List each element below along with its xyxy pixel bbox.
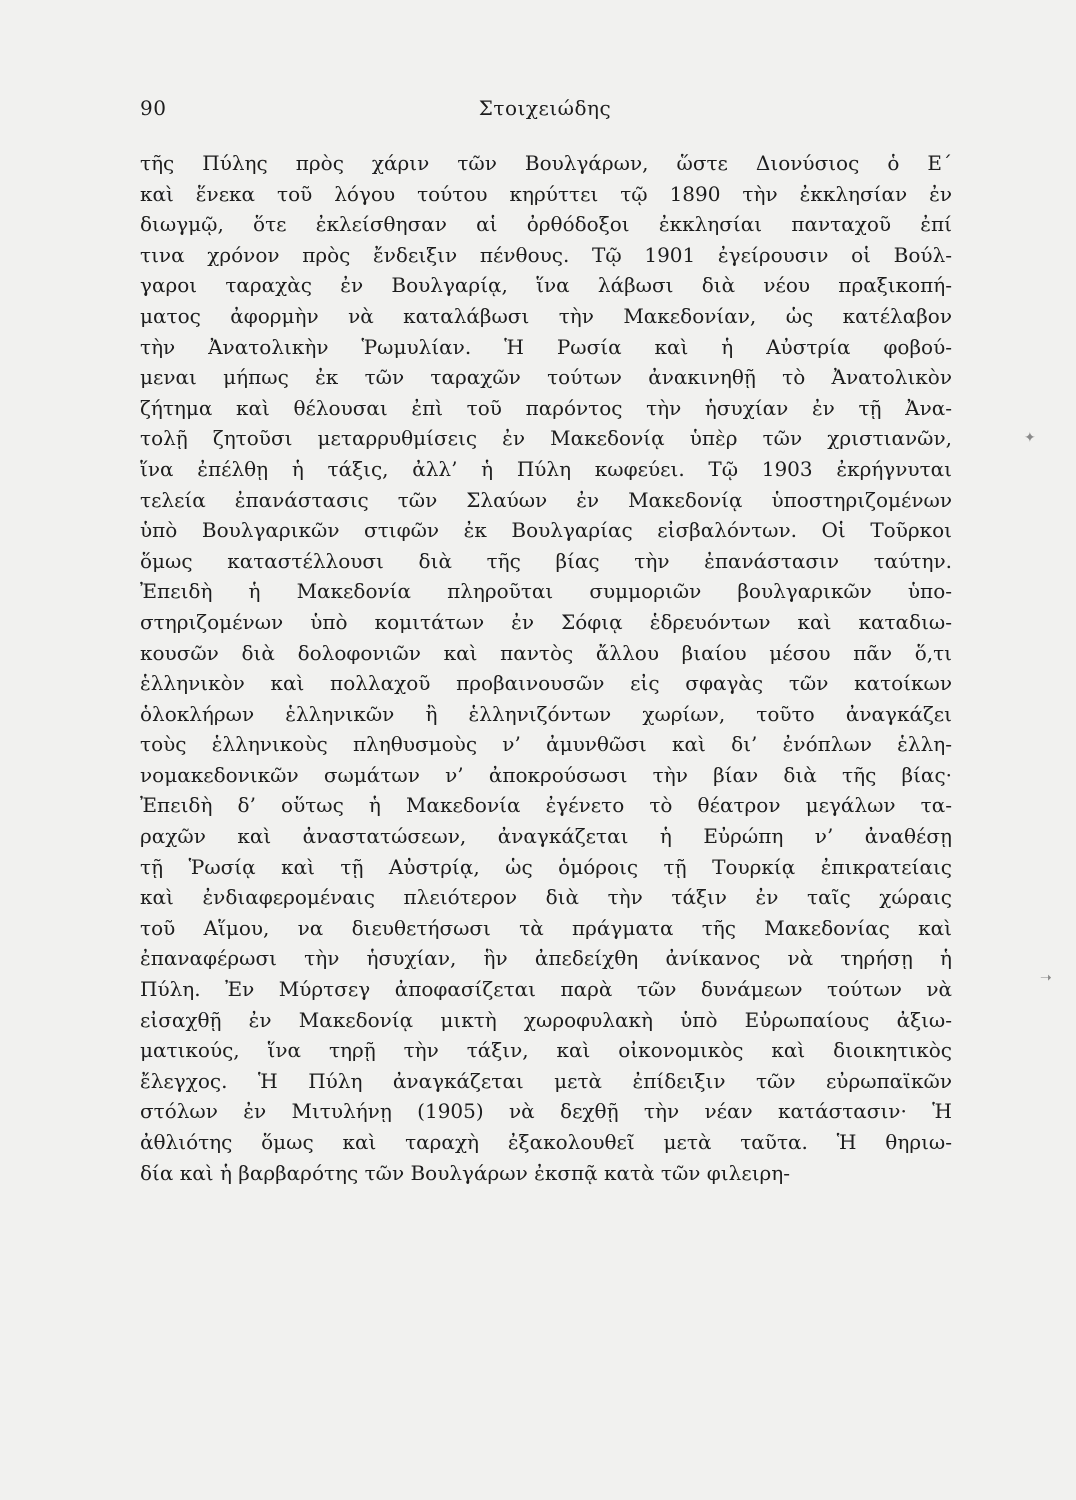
text-line: τῆς Πύλης πρὸς χάριν τῶν Βουλγάρων, ὥστε Διονύσιος ὁ Ε΄ [140,151,952,175]
text-line: ζήτημα καὶ θέλουσαι ἐπὶ τοῦ παρόντος τὴν ἡσυχίαν ἐν τῇ Ἀνα- [140,395,952,420]
text-line: τολῇ ζητοῦσι μεταρρυθμίσεις ἐν Μακεδονίᾳ ὑπὲρ τῶν χριστιανῶν, [140,426,952,451]
text-line: ἀθλιότης ὅμως καὶ ταραχὴ ἐξακολουθεῖ μετὰ ταῦτα. Ἡ θηριω- [140,1130,952,1154]
print-speck-mark: ➝ [1040,970,1052,986]
text-line: τινα χρόνον πρὸς ἔνδειξιν πένθους. Τῷ 1901 ἐγείρουσιν οἱ Βούλ- [140,242,952,267]
text-line: ὁλοκλήρων ἑλληνικῶν ἢ ἑλληνιζόντων χωρίων, τοῦτο ἀναγκάζει [140,701,952,726]
text-line: μεναι μήπως ἐκ τῶν ταραχῶν τούτων ἀνακινηθῇ τὸ Ἀνατολικὸν [140,365,952,390]
text-line: διωγμῷ, ὅτε ἐκλείσθησαν αἱ ὀρθόδοξοι ἐκκλησίαι πανταχοῦ ἐπί [140,212,952,237]
text-line: ἵνα ἐπέλθῃ ἡ τάξις, ἀλλ’ ἡ Πύλη κωφεύει. Τῷ 1903 ἐκρήγνυται [140,456,952,481]
text-line: στόλων ἐν Μιτυλήνῃ (1905) νὰ δεχθῇ τὴν νέαν κατάστασιν· Ἡ [140,1099,952,1124]
text-line: τῇ Ῥωσίᾳ καὶ τῇ Αὐστρίᾳ, ὡς ὁμόροις τῇ Τουρκίᾳ ἐπικρατείαις [140,854,952,879]
print-speck-mark: ✦ [1024,430,1036,446]
text-line: ἔλεγχος. Ἡ Πύλη ἀναγκάζεται μετὰ ἐπίδειξιν τῶν εὐρωπαϊκῶν [140,1068,952,1093]
text-line: τελεία ἐπανάστασις τῶν Σλαύων ἐν Μακεδονίᾳ ὑποστηριζομένων [140,487,952,512]
text-line: ὅμως καταστέλλουσι διὰ τῆς βίας τὴν ἐπανάστασιν ταύτην. [140,548,952,573]
text-line: στηριζομένων ὑπὸ κομιτάτων ἐν Σόφιᾳ ἑδρευόντων καὶ καταδιω- [140,609,952,634]
text-line: καὶ ἐνδιαφερομέναις πλειότερον διὰ τὴν τάξιν ἐν ταῖς χώραις [140,885,952,910]
text-line: ἑλληνικὸν καὶ πολλαχοῦ προβαινουσῶν εἰς σφαγὰς τῶν κατοίκων [140,671,952,696]
text-line: γαροι ταραχὰς ἐν Βουλγαρίᾳ, ἵνα λάβωσι διὰ νέου πραξικοπή- [140,273,952,298]
text-line: ραχῶν καὶ ἀναστατώσεων, ἀναγκάζεται ἡ Εὐρώπη ν’ ἀναθέσῃ [140,824,952,849]
page-header [140,96,950,130]
text-line: ὑπὸ Βουλγαρικῶν στιφῶν ἐκ Βουλγαρίας εἰσβαλόντων. Οἱ Τοῦρκοι [140,518,952,543]
text-line: ἐπαναφέρωσι τὴν ἡσυχίαν, ἣν ἀπεδείχθη ἀνίκανος νὰ τηρήσῃ ἡ [140,946,952,971]
text-line: δία καὶ ἡ βαρβαρότης τῶν Βουλγάρων ἐκσπᾷ κατὰ τῶν φιλειρη- [140,1160,791,1185]
text-line: καὶ ἕνεκα τοῦ λόγου τούτου κηρύττει τῷ 1890 τὴν ἐκκλησίαν ἐν [140,181,952,206]
text-line: Ἐπειδὴ ἡ Μακεδονία πληροῦται συμμοριῶν βουλγαρικῶν ὑπο- [140,579,952,604]
text-line: τοὺς ἑλληνικοὺς πληθυσμοὺς ν’ ἀμυνθῶσι καὶ δι’ ἐνόπλων ἑλλη- [140,732,952,757]
text-line: κουσῶν διὰ δολοφονιῶν καὶ παντὸς ἄλλου βιαίου μέσου πᾶν ὅ,τι [140,640,952,665]
text-line: εἰσαχθῇ ἐν Μακεδονίᾳ μικτὴ χωροφυλακὴ ὑπὸ Εὐρωπαίους ἀξιω- [140,1007,952,1032]
text-line: ματικούς, ἵνα τηρῇ τὴν τάξιν, καὶ οἰκονομικὸς καὶ διοικητικὸς [140,1038,952,1063]
text-line: ματος ἀφορμὴν νὰ καταλάβωσι τὴν Μακεδονίαν, ὡς κατέλαβον [140,303,952,328]
text-line: Ἐπειδὴ δ’ οὕτως ἡ Μακεδονία ἐγένετο τὸ θέατρον μεγάλων τα- [140,793,952,818]
running-title: Στοιχειώδης [478,96,612,120]
text-line: νομακεδονικῶν σωμάτων ν’ ἀποκρούσωσι τὴν βίαν διὰ τῆς βίας· [140,762,952,787]
body-text [140,148,952,1188]
text-line: τοῦ Αἵμου, να διευθετήσωσι τὰ πράγματα τῆς Μακεδονίας καὶ [140,915,952,940]
page-number: 90 [140,96,167,120]
text-line: Πύλη. Ἐν Μύρτσεγ ἀποφασίζεται παρὰ τῶν δυνάμεων τούτων νὰ [140,977,952,1002]
text-line: τὴν Ἀνατολικὴν Ῥωμυλίαν. Ἡ Ρωσία καὶ ἡ Αὐστρία φοβού- [140,334,952,359]
